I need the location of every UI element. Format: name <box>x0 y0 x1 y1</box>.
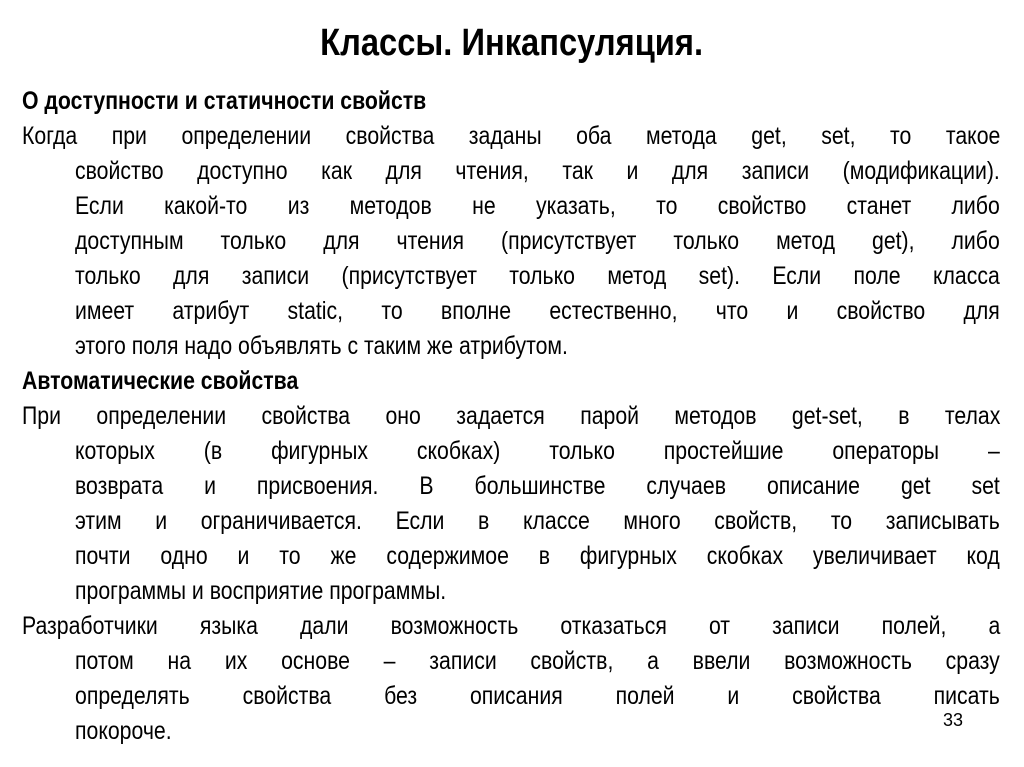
paragraph-line: Если какой-то из методов не указать, то свойство станет либо <box>75 192 1000 220</box>
paragraph-line: При определении свойства оно задается парой методов get-set, в телах <box>22 402 1001 430</box>
paragraph-line: потом на их основе – записи свойств, а ввели возможность сразу <box>75 647 1000 675</box>
paragraph-line: почти одно и то же содержимое в фигурных скобках увеличивает код <box>75 542 1000 570</box>
paragraph-line: программы и восприятие программы. <box>75 577 447 605</box>
paragraph-line: которых (в фигурных скобках) только простейшие операторы – <box>75 437 1000 465</box>
paragraph-line: свойство доступно как для чтения, так и для записи (модификации). <box>75 157 1000 185</box>
page-number: 33 <box>943 710 964 730</box>
paragraph-line: определять свойства без описания полей и свойства писать <box>75 682 1000 710</box>
paragraph-line: Когда при определении свойства заданы оба метода get, set, то такое <box>22 122 1001 150</box>
section-heading: О доступности и статичности свойств <box>22 87 427 115</box>
paragraph-line: Разработчики языка дали возможность отказаться от записи полей, а <box>22 612 1001 640</box>
paragraph-line: возврата и присвоения. В большинстве случаев описание get set <box>75 472 1000 500</box>
paragraph-line: этим и ограничивается. Если в классе много свойств, то записывать <box>75 507 1000 535</box>
paragraph-line: покороче. <box>75 717 172 745</box>
paragraph-line: имеет атрибут static, то вполне естественно, что и свойство для <box>75 297 1000 325</box>
section-heading: Автоматические свойства <box>22 367 299 395</box>
slide-title: Классы. Инкапсуляция. <box>320 22 704 64</box>
paragraph-line: доступным только для чтения (присутствует только метод get), либо <box>75 227 1000 255</box>
paragraph-line: этого поля надо объявлять с таким же атрибутом. <box>75 332 568 360</box>
paragraph-line: только для записи (присутствует только метод set). Если поле класса <box>75 262 1000 290</box>
slide-content <box>22 84 1024 749</box>
